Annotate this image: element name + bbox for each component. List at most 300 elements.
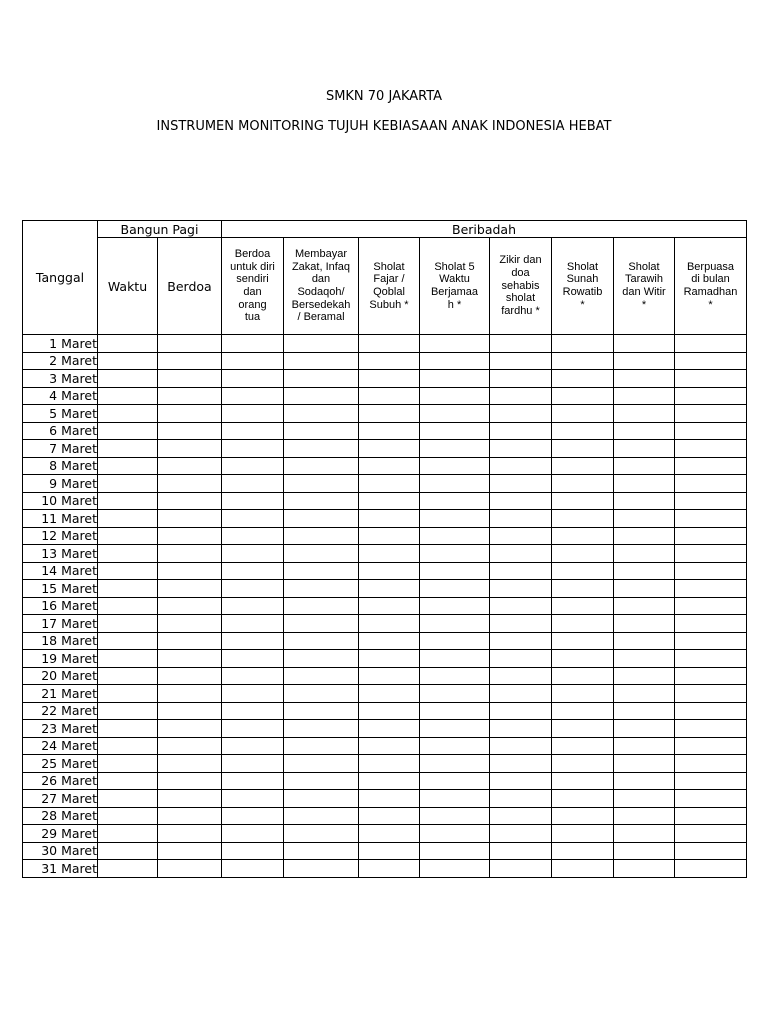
entry-cell[interactable] <box>614 457 675 475</box>
entry-cell[interactable] <box>158 842 222 860</box>
entry-cell[interactable] <box>222 475 284 493</box>
entry-cell[interactable] <box>675 580 747 598</box>
entry-cell[interactable] <box>222 755 284 773</box>
entry-cell[interactable] <box>284 440 359 458</box>
entry-cell[interactable] <box>222 632 284 650</box>
entry-cell[interactable] <box>420 387 490 405</box>
entry-cell[interactable] <box>490 702 552 720</box>
entry-cell[interactable] <box>552 370 614 388</box>
entry-cell[interactable] <box>359 632 420 650</box>
entry-cell[interactable] <box>222 440 284 458</box>
entry-cell[interactable] <box>98 755 158 773</box>
entry-cell[interactable] <box>552 790 614 808</box>
entry-cell[interactable] <box>490 667 552 685</box>
entry-cell[interactable] <box>222 545 284 563</box>
entry-cell[interactable] <box>490 597 552 615</box>
entry-cell[interactable] <box>284 755 359 773</box>
entry-cell[interactable] <box>98 842 158 860</box>
entry-cell[interactable] <box>98 615 158 633</box>
entry-cell[interactable] <box>614 510 675 528</box>
entry-cell[interactable] <box>614 387 675 405</box>
entry-cell[interactable] <box>98 807 158 825</box>
entry-cell[interactable] <box>98 597 158 615</box>
entry-cell[interactable] <box>158 510 222 528</box>
entry-cell[interactable] <box>98 737 158 755</box>
entry-cell[interactable] <box>420 650 490 668</box>
entry-cell[interactable] <box>614 755 675 773</box>
entry-cell[interactable] <box>222 737 284 755</box>
entry-cell[interactable] <box>614 405 675 423</box>
entry-cell[interactable] <box>675 405 747 423</box>
entry-cell[interactable] <box>490 825 552 843</box>
entry-cell[interactable] <box>420 807 490 825</box>
entry-cell[interactable] <box>98 702 158 720</box>
entry-cell[interactable] <box>98 352 158 370</box>
entry-cell[interactable] <box>98 580 158 598</box>
entry-cell[interactable] <box>222 405 284 423</box>
entry-cell[interactable] <box>158 755 222 773</box>
entry-cell[interactable] <box>675 422 747 440</box>
entry-cell[interactable] <box>284 387 359 405</box>
entry-cell[interactable] <box>552 615 614 633</box>
entry-cell[interactable] <box>222 370 284 388</box>
entry-cell[interactable] <box>158 475 222 493</box>
entry-cell[interactable] <box>284 842 359 860</box>
entry-cell[interactable] <box>420 790 490 808</box>
entry-cell[interactable] <box>158 825 222 843</box>
entry-cell[interactable] <box>614 807 675 825</box>
entry-cell[interactable] <box>284 860 359 878</box>
entry-cell[interactable] <box>614 772 675 790</box>
entry-cell[interactable] <box>552 387 614 405</box>
entry-cell[interactable] <box>420 737 490 755</box>
entry-cell[interactable] <box>552 335 614 353</box>
entry-cell[interactable] <box>490 527 552 545</box>
entry-cell[interactable] <box>222 650 284 668</box>
entry-cell[interactable] <box>158 685 222 703</box>
entry-cell[interactable] <box>359 370 420 388</box>
entry-cell[interactable] <box>675 615 747 633</box>
entry-cell[interactable] <box>98 405 158 423</box>
entry-cell[interactable] <box>284 370 359 388</box>
entry-cell[interactable] <box>420 842 490 860</box>
entry-cell[interactable] <box>552 807 614 825</box>
entry-cell[interactable] <box>222 580 284 598</box>
entry-cell[interactable] <box>158 492 222 510</box>
entry-cell[interactable] <box>675 545 747 563</box>
entry-cell[interactable] <box>158 702 222 720</box>
entry-cell[interactable] <box>614 492 675 510</box>
entry-cell[interactable] <box>98 370 158 388</box>
entry-cell[interactable] <box>614 650 675 668</box>
entry-cell[interactable] <box>490 807 552 825</box>
entry-cell[interactable] <box>675 825 747 843</box>
entry-cell[interactable] <box>284 335 359 353</box>
entry-cell[interactable] <box>158 807 222 825</box>
entry-cell[interactable] <box>490 545 552 563</box>
entry-cell[interactable] <box>222 510 284 528</box>
entry-cell[interactable] <box>552 755 614 773</box>
entry-cell[interactable] <box>420 440 490 458</box>
entry-cell[interactable] <box>284 492 359 510</box>
entry-cell[interactable] <box>675 370 747 388</box>
entry-cell[interactable] <box>158 422 222 440</box>
entry-cell[interactable] <box>420 615 490 633</box>
entry-cell[interactable] <box>158 597 222 615</box>
entry-cell[interactable] <box>98 632 158 650</box>
entry-cell[interactable] <box>98 422 158 440</box>
entry-cell[interactable] <box>158 650 222 668</box>
entry-cell[interactable] <box>490 580 552 598</box>
entry-cell[interactable] <box>359 860 420 878</box>
entry-cell[interactable] <box>98 510 158 528</box>
entry-cell[interactable] <box>490 720 552 738</box>
entry-cell[interactable] <box>222 527 284 545</box>
entry-cell[interactable] <box>98 440 158 458</box>
entry-cell[interactable] <box>552 667 614 685</box>
entry-cell[interactable] <box>490 842 552 860</box>
entry-cell[interactable] <box>359 475 420 493</box>
entry-cell[interactable] <box>284 720 359 738</box>
entry-cell[interactable] <box>420 405 490 423</box>
entry-cell[interactable] <box>359 702 420 720</box>
entry-cell[interactable] <box>158 370 222 388</box>
entry-cell[interactable] <box>420 352 490 370</box>
entry-cell[interactable] <box>420 632 490 650</box>
entry-cell[interactable] <box>359 457 420 475</box>
entry-cell[interactable] <box>490 352 552 370</box>
entry-cell[interactable] <box>675 737 747 755</box>
entry-cell[interactable] <box>284 457 359 475</box>
entry-cell[interactable] <box>158 790 222 808</box>
entry-cell[interactable] <box>420 492 490 510</box>
entry-cell[interactable] <box>490 650 552 668</box>
entry-cell[interactable] <box>420 545 490 563</box>
entry-cell[interactable] <box>614 440 675 458</box>
entry-cell[interactable] <box>284 790 359 808</box>
entry-cell[interactable] <box>284 807 359 825</box>
entry-cell[interactable] <box>420 580 490 598</box>
entry-cell[interactable] <box>284 825 359 843</box>
entry-cell[interactable] <box>614 702 675 720</box>
entry-cell[interactable] <box>158 440 222 458</box>
entry-cell[interactable] <box>98 772 158 790</box>
entry-cell[interactable] <box>614 545 675 563</box>
entry-cell[interactable] <box>614 370 675 388</box>
entry-cell[interactable] <box>490 860 552 878</box>
entry-cell[interactable] <box>359 685 420 703</box>
entry-cell[interactable] <box>675 772 747 790</box>
entry-cell[interactable] <box>675 387 747 405</box>
entry-cell[interactable] <box>284 667 359 685</box>
entry-cell[interactable] <box>490 790 552 808</box>
entry-cell[interactable] <box>675 790 747 808</box>
entry-cell[interactable] <box>222 685 284 703</box>
entry-cell[interactable] <box>552 842 614 860</box>
entry-cell[interactable] <box>158 772 222 790</box>
entry-cell[interactable] <box>420 772 490 790</box>
entry-cell[interactable] <box>552 737 614 755</box>
entry-cell[interactable] <box>614 527 675 545</box>
entry-cell[interactable] <box>490 492 552 510</box>
entry-cell[interactable] <box>359 527 420 545</box>
entry-cell[interactable] <box>552 527 614 545</box>
entry-cell[interactable] <box>222 720 284 738</box>
entry-cell[interactable] <box>98 457 158 475</box>
entry-cell[interactable] <box>614 580 675 598</box>
entry-cell[interactable] <box>490 755 552 773</box>
entry-cell[interactable] <box>675 352 747 370</box>
entry-cell[interactable] <box>490 737 552 755</box>
entry-cell[interactable] <box>359 387 420 405</box>
entry-cell[interactable] <box>420 527 490 545</box>
entry-cell[interactable] <box>158 580 222 598</box>
entry-cell[interactable] <box>675 492 747 510</box>
entry-cell[interactable] <box>98 545 158 563</box>
entry-cell[interactable] <box>284 597 359 615</box>
entry-cell[interactable] <box>420 510 490 528</box>
entry-cell[interactable] <box>98 790 158 808</box>
entry-cell[interactable] <box>490 370 552 388</box>
entry-cell[interactable] <box>675 842 747 860</box>
entry-cell[interactable] <box>614 615 675 633</box>
entry-cell[interactable] <box>359 772 420 790</box>
entry-cell[interactable] <box>359 790 420 808</box>
entry-cell[interactable] <box>222 667 284 685</box>
entry-cell[interactable] <box>359 545 420 563</box>
entry-cell[interactable] <box>359 597 420 615</box>
entry-cell[interactable] <box>284 352 359 370</box>
entry-cell[interactable] <box>552 825 614 843</box>
entry-cell[interactable] <box>614 790 675 808</box>
entry-cell[interactable] <box>490 387 552 405</box>
entry-cell[interactable] <box>675 527 747 545</box>
entry-cell[interactable] <box>614 842 675 860</box>
entry-cell[interactable] <box>420 685 490 703</box>
entry-cell[interactable] <box>222 825 284 843</box>
entry-cell[interactable] <box>614 335 675 353</box>
entry-cell[interactable] <box>284 650 359 668</box>
entry-cell[interactable] <box>675 702 747 720</box>
entry-cell[interactable] <box>614 685 675 703</box>
entry-cell[interactable] <box>222 457 284 475</box>
entry-cell[interactable] <box>284 685 359 703</box>
entry-cell[interactable] <box>675 667 747 685</box>
entry-cell[interactable] <box>614 352 675 370</box>
entry-cell[interactable] <box>675 685 747 703</box>
entry-cell[interactable] <box>675 597 747 615</box>
entry-cell[interactable] <box>222 352 284 370</box>
entry-cell[interactable] <box>158 545 222 563</box>
entry-cell[interactable] <box>158 405 222 423</box>
entry-cell[interactable] <box>490 685 552 703</box>
entry-cell[interactable] <box>98 475 158 493</box>
entry-cell[interactable] <box>284 422 359 440</box>
entry-cell[interactable] <box>420 562 490 580</box>
entry-cell[interactable] <box>552 597 614 615</box>
entry-cell[interactable] <box>420 702 490 720</box>
entry-cell[interactable] <box>359 352 420 370</box>
entry-cell[interactable] <box>158 720 222 738</box>
entry-cell[interactable] <box>614 475 675 493</box>
entry-cell[interactable] <box>98 685 158 703</box>
entry-cell[interactable] <box>552 702 614 720</box>
entry-cell[interactable] <box>222 492 284 510</box>
entry-cell[interactable] <box>98 667 158 685</box>
entry-cell[interactable] <box>284 615 359 633</box>
entry-cell[interactable] <box>359 422 420 440</box>
entry-cell[interactable] <box>222 842 284 860</box>
entry-cell[interactable] <box>420 422 490 440</box>
entry-cell[interactable] <box>420 825 490 843</box>
entry-cell[interactable] <box>552 510 614 528</box>
entry-cell[interactable] <box>222 615 284 633</box>
entry-cell[interactable] <box>675 650 747 668</box>
entry-cell[interactable] <box>284 702 359 720</box>
entry-cell[interactable] <box>359 510 420 528</box>
entry-cell[interactable] <box>284 405 359 423</box>
entry-cell[interactable] <box>552 440 614 458</box>
entry-cell[interactable] <box>614 667 675 685</box>
entry-cell[interactable] <box>490 440 552 458</box>
entry-cell[interactable] <box>359 667 420 685</box>
entry-cell[interactable] <box>98 650 158 668</box>
entry-cell[interactable] <box>552 685 614 703</box>
entry-cell[interactable] <box>284 510 359 528</box>
entry-cell[interactable] <box>614 825 675 843</box>
entry-cell[interactable] <box>552 422 614 440</box>
entry-cell[interactable] <box>359 737 420 755</box>
entry-cell[interactable] <box>158 562 222 580</box>
entry-cell[interactable] <box>552 772 614 790</box>
entry-cell[interactable] <box>420 860 490 878</box>
entry-cell[interactable] <box>420 720 490 738</box>
entry-cell[interactable] <box>490 475 552 493</box>
entry-cell[interactable] <box>675 720 747 738</box>
entry-cell[interactable] <box>420 335 490 353</box>
entry-cell[interactable] <box>552 405 614 423</box>
entry-cell[interactable] <box>359 650 420 668</box>
entry-cell[interactable] <box>420 370 490 388</box>
entry-cell[interactable] <box>675 440 747 458</box>
entry-cell[interactable] <box>359 405 420 423</box>
entry-cell[interactable] <box>359 755 420 773</box>
entry-cell[interactable] <box>675 632 747 650</box>
entry-cell[interactable] <box>490 562 552 580</box>
entry-cell[interactable] <box>420 597 490 615</box>
entry-cell[interactable] <box>675 562 747 580</box>
entry-cell[interactable] <box>552 475 614 493</box>
entry-cell[interactable] <box>158 667 222 685</box>
entry-cell[interactable] <box>675 860 747 878</box>
entry-cell[interactable] <box>490 405 552 423</box>
entry-cell[interactable] <box>158 860 222 878</box>
entry-cell[interactable] <box>158 387 222 405</box>
entry-cell[interactable] <box>158 737 222 755</box>
entry-cell[interactable] <box>552 562 614 580</box>
entry-cell[interactable] <box>284 475 359 493</box>
entry-cell[interactable] <box>420 457 490 475</box>
entry-cell[interactable] <box>490 772 552 790</box>
entry-cell[interactable] <box>98 720 158 738</box>
entry-cell[interactable] <box>98 562 158 580</box>
entry-cell[interactable] <box>284 737 359 755</box>
entry-cell[interactable] <box>222 335 284 353</box>
entry-cell[interactable] <box>222 807 284 825</box>
entry-cell[interactable] <box>359 492 420 510</box>
entry-cell[interactable] <box>222 702 284 720</box>
entry-cell[interactable] <box>284 562 359 580</box>
entry-cell[interactable] <box>490 335 552 353</box>
entry-cell[interactable] <box>552 632 614 650</box>
entry-cell[interactable] <box>359 580 420 598</box>
entry-cell[interactable] <box>614 422 675 440</box>
entry-cell[interactable] <box>675 475 747 493</box>
entry-cell[interactable] <box>284 545 359 563</box>
entry-cell[interactable] <box>614 597 675 615</box>
entry-cell[interactable] <box>158 335 222 353</box>
entry-cell[interactable] <box>222 790 284 808</box>
entry-cell[interactable] <box>614 632 675 650</box>
entry-cell[interactable] <box>490 510 552 528</box>
entry-cell[interactable] <box>614 720 675 738</box>
entry-cell[interactable] <box>222 562 284 580</box>
entry-cell[interactable] <box>552 545 614 563</box>
entry-cell[interactable] <box>490 422 552 440</box>
entry-cell[interactable] <box>98 492 158 510</box>
entry-cell[interactable] <box>614 737 675 755</box>
entry-cell[interactable] <box>158 352 222 370</box>
entry-cell[interactable] <box>284 527 359 545</box>
entry-cell[interactable] <box>359 562 420 580</box>
entry-cell[interactable] <box>552 492 614 510</box>
entry-cell[interactable] <box>420 475 490 493</box>
entry-cell[interactable] <box>675 335 747 353</box>
entry-cell[interactable] <box>614 562 675 580</box>
entry-cell[interactable] <box>98 860 158 878</box>
entry-cell[interactable] <box>614 860 675 878</box>
entry-cell[interactable] <box>675 510 747 528</box>
entry-cell[interactable] <box>158 632 222 650</box>
entry-cell[interactable] <box>98 825 158 843</box>
entry-cell[interactable] <box>420 667 490 685</box>
entry-cell[interactable] <box>359 720 420 738</box>
entry-cell[interactable] <box>490 457 552 475</box>
entry-cell[interactable] <box>359 440 420 458</box>
entry-cell[interactable] <box>284 632 359 650</box>
entry-cell[interactable] <box>675 755 747 773</box>
entry-cell[interactable] <box>490 615 552 633</box>
entry-cell[interactable] <box>359 825 420 843</box>
entry-cell[interactable] <box>552 720 614 738</box>
entry-cell[interactable] <box>675 457 747 475</box>
entry-cell[interactable] <box>284 772 359 790</box>
entry-cell[interactable] <box>222 860 284 878</box>
entry-cell[interactable] <box>222 422 284 440</box>
entry-cell[interactable] <box>490 632 552 650</box>
entry-cell[interactable] <box>98 527 158 545</box>
entry-cell[interactable] <box>675 807 747 825</box>
entry-cell[interactable] <box>98 387 158 405</box>
entry-cell[interactable] <box>552 580 614 598</box>
entry-cell[interactable] <box>359 807 420 825</box>
entry-cell[interactable] <box>222 772 284 790</box>
entry-cell[interactable] <box>158 457 222 475</box>
entry-cell[interactable] <box>420 755 490 773</box>
entry-cell[interactable] <box>552 457 614 475</box>
entry-cell[interactable] <box>552 352 614 370</box>
entry-cell[interactable] <box>158 527 222 545</box>
